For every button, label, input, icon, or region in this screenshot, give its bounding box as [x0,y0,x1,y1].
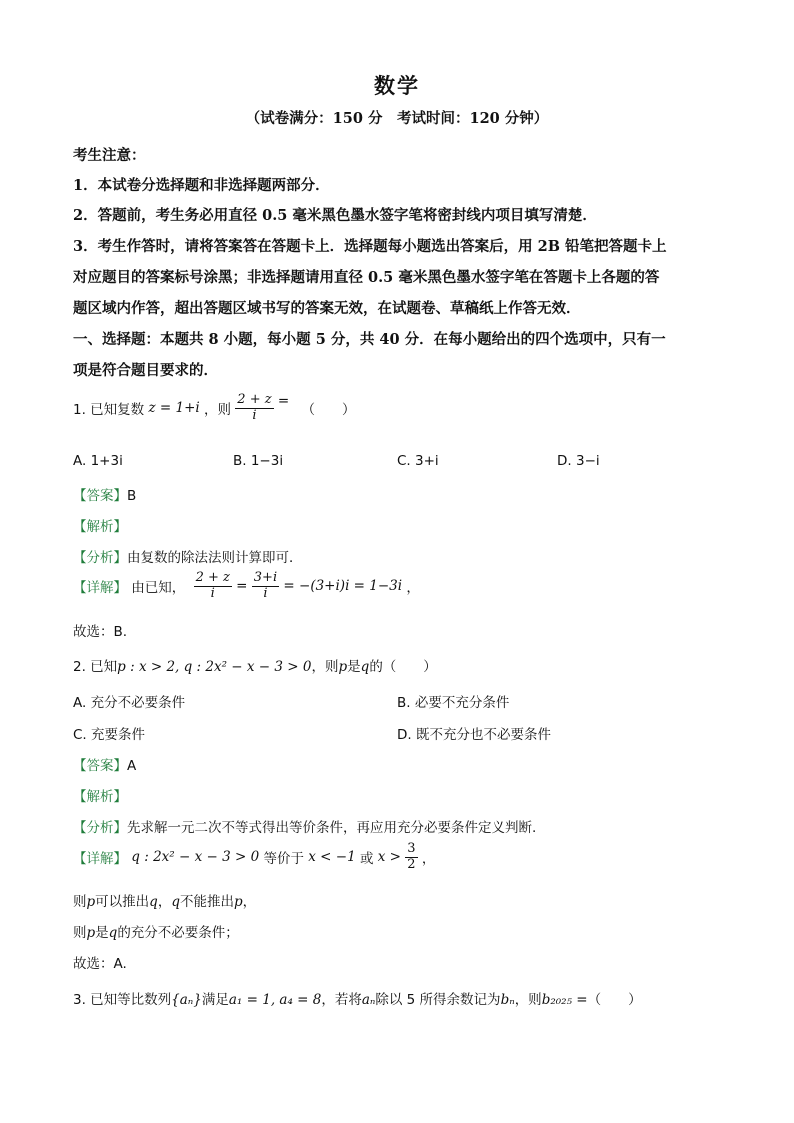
q2-analysis-tag: 【解析】 [73,789,127,805]
q1-fenxi-line [73,546,303,566]
q2-detail-line [73,842,435,873]
question-2-stem [73,655,437,675]
answer-tag: 【答案】 [73,488,127,504]
detail-fraction-2-numerator: 3+i [253,570,278,585]
question-1-prefix: 1. 已知复数 [73,402,145,419]
question-1-condition: z = 1+i [148,400,200,417]
question-1-fraction-numerator: 2 + z [237,392,272,407]
notice-item-2: 2．答题前，考生务必用直径 0.5 毫米黑色墨水签字笔将密封线内项目填写清楚． [73,207,597,224]
question-3-paren: （ ） [587,992,642,1008]
answer-value: A [127,758,137,774]
exam-info: （试卷满分：150 分 考试时间：120 分钟） [245,110,549,127]
q2-answer-line [73,754,136,774]
reason-2-part-c: 的充分不必要条件； [117,925,239,941]
q1-option-b: B. 1−3i [233,453,284,469]
q1-option-c: C. 3+i [397,453,439,469]
fenxi-tag: 【分析】 [73,550,127,566]
detail-fraction-1-denominator: i [210,585,215,601]
detail-fraction-2-denominator: i [263,585,268,601]
detail-fraction [405,842,417,873]
question-3-sequence: {aₙ} [171,992,202,1008]
question-2-then: ，则 [311,659,339,675]
question-3-if: ，若将 [321,992,362,1008]
detail-end: ， [406,580,420,597]
question-1-paren: （ ） [301,402,356,419]
notice-item-3: 3．考生作答时，请将答案答在答题卡上．选择题每小题选出答案后，用 2B 铅笔把答题卡上 [73,238,667,255]
question-1-fraction [235,393,273,424]
q2-conclusion: 故选：A. [73,956,127,972]
detail-x-greater: x > [377,849,401,866]
q2-option-a: A. 充分不必要条件 [73,695,186,711]
question-2-prefix: 2. 已知 [73,659,118,675]
question-2-q: q [360,659,370,675]
q2-reason-line-1 [73,890,256,910]
q1-conclusion: 故选：B. [73,624,128,640]
question-3-prefix: 3. 已知等比数列 [73,992,172,1008]
q2-option-b: B. 必要不充分条件 [397,695,510,711]
reason-1-part-e: ， [242,894,257,910]
reason-1-q2: q [171,894,180,910]
answer-value: B [127,488,137,504]
reason-2-part-b: 是 [95,925,109,941]
notice-item-3-cont-2: 题区域内作答，超出答题区域书写的答案无效，在试题卷、草稿纸上作答无效． [73,300,581,317]
reason-2-part-a: 则 [73,925,87,941]
question-1-stem [73,393,355,424]
notice-item-3-cont-1: 对应题目的答案标号涂黑；非选择题请用直径 0.5 毫米黑色墨水签字笔在答题卡上各题的答 [73,269,660,286]
detail-tag: 【详解】 [73,580,127,597]
reason-1-part-b: 可以推出 [95,894,150,910]
question-2-is: 是 [347,659,361,675]
question-1-then: ，则 [204,402,231,419]
reason-1-part-c: ， [157,894,172,910]
question-3-satisfies: 满足 [201,992,229,1008]
q1-option-a: A. 1+3i [73,453,123,469]
q1-option-d: D. 3−i [557,453,600,469]
section-heading-cont: 项是符合题目要求的． [73,362,218,379]
detail-fraction-numerator: 3 [407,841,416,856]
question-3-remainder-text: 除以 5 所得余数记为 [375,992,501,1008]
reason-1-part-d: 不能推出 [179,894,234,910]
detail-fraction-1 [194,571,232,602]
question-1-equals: = [277,393,290,410]
question-3-stem [73,988,642,1008]
detail-x-less: x < −1 [308,849,356,866]
q2-option-d: D. 既不充分也不必要条件 [397,727,551,743]
detail-fraction-2 [252,571,279,602]
detail-equals: = [236,578,248,595]
question-3-then: ，则 [514,992,542,1008]
notice-item-1: 1．本试卷分选择题和非选择题两部分． [73,177,330,194]
reason-1-q: q [149,894,158,910]
q1-answer-line [73,484,136,504]
detail-or: 或 [359,851,374,868]
q2-fenxi-line [73,816,536,836]
fenxi-text: 由复数的除法法则计算即可． [127,550,303,566]
question-3-b2025: b₂₀₂₅ = [541,992,588,1008]
reason-1-part-a: 则 [73,894,87,910]
detail-fraction-denominator: 2 [407,856,416,872]
reason-2-p: p [86,925,96,941]
detail-fraction-1-numerator: 2 + z [195,570,230,585]
question-2-suffix: 的（ ） [369,659,437,675]
question-3-an: aₙ [361,992,376,1008]
page-title: 数学 [374,73,420,98]
answer-tag: 【答案】 [73,758,127,774]
detail-tag: 【详解】 [73,851,127,868]
detail-comma: ， [421,851,436,868]
q1-analysis-tag: 【解析】 [73,519,127,535]
detail-expression: = −(3+i)i = 1−3i [283,578,403,595]
detail-equivalent: 等价于 [263,851,304,868]
reason-1-p: p [86,894,96,910]
fenxi-text: 先求解一元二次不等式得出等价条件，再应用充分必要条件定义判断. [127,820,537,836]
reason-1-p2: p [233,894,243,910]
q1-detail-line [73,571,420,602]
detail-q-inequality: q : 2x² − x − 3 > 0 [131,849,260,866]
fenxi-tag: 【分析】 [73,820,127,836]
question-2-p: p [338,659,348,675]
q2-reason-line-2 [73,921,239,941]
section-heading: 一、选择题：本题共 8 小题，每小题 5 分，共 40 分．在每小题给出的四个选项中，只有一 [73,331,666,348]
question-3-bn: bₙ [500,992,515,1008]
question-2-conditions: p : x > 2, q : 2x² − x − 3 > 0 [117,659,312,675]
reason-2-q: q [108,925,118,941]
question-3-condition: a₁ = 1, a₄ = 8 [228,992,322,1008]
q2-option-c: C. 充要条件 [73,727,146,743]
question-1-fraction-denominator: i [252,407,257,423]
detail-prefix: 由已知， [131,580,186,597]
notice-heading: 考生注意： [73,147,146,164]
